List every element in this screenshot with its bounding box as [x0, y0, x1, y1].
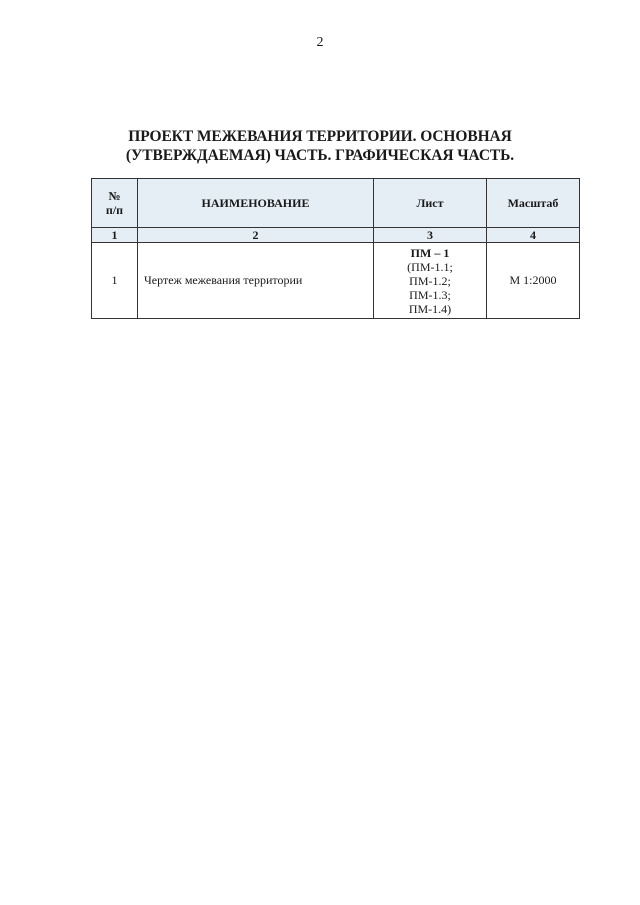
- row-num: 1: [92, 243, 138, 319]
- drawings-table: [91, 178, 580, 319]
- header-num-abbr: п/п: [105, 203, 124, 217]
- column-number: 1: [92, 228, 138, 243]
- title-line-2: (УТВЕРЖДАЕМАЯ) ЧАСТЬ. ГРАФИЧЕСКАЯ ЧАСТЬ.: [125, 147, 515, 164]
- column-number: 2: [138, 228, 374, 243]
- column-number-row: [92, 228, 580, 243]
- sheet-detail: ПМ-1.4): [408, 301, 452, 316]
- row-scale: М 1:2000: [487, 243, 580, 319]
- row-name: Чертеж межевания территории: [138, 243, 374, 319]
- page-number: 2: [316, 35, 324, 50]
- document-title: [0, 127, 640, 165]
- header-num-symbol: №: [108, 189, 121, 203]
- sheet-main: ПМ – 1: [410, 245, 450, 260]
- header-scale: Масштаб: [487, 179, 580, 228]
- row-sheet: [374, 243, 487, 319]
- column-number: 3: [374, 228, 487, 243]
- header-num: [92, 179, 138, 228]
- header-name: НАИМЕНОВАНИЕ: [138, 179, 374, 228]
- header-sheet: Лист: [374, 179, 487, 228]
- title-line-1: ПРОЕКТ МЕЖЕВАНИЯ ТЕРРИТОРИИ. ОСНОВНАЯ: [128, 128, 512, 145]
- sheet-detail: (ПМ-1.1;: [407, 259, 453, 274]
- table-row: [92, 243, 580, 319]
- table-header-row: [92, 179, 580, 228]
- sheet-detail: ПМ-1.2;: [409, 273, 451, 288]
- column-number: 4: [487, 228, 580, 243]
- sheet-detail: ПМ-1.3;: [409, 287, 451, 302]
